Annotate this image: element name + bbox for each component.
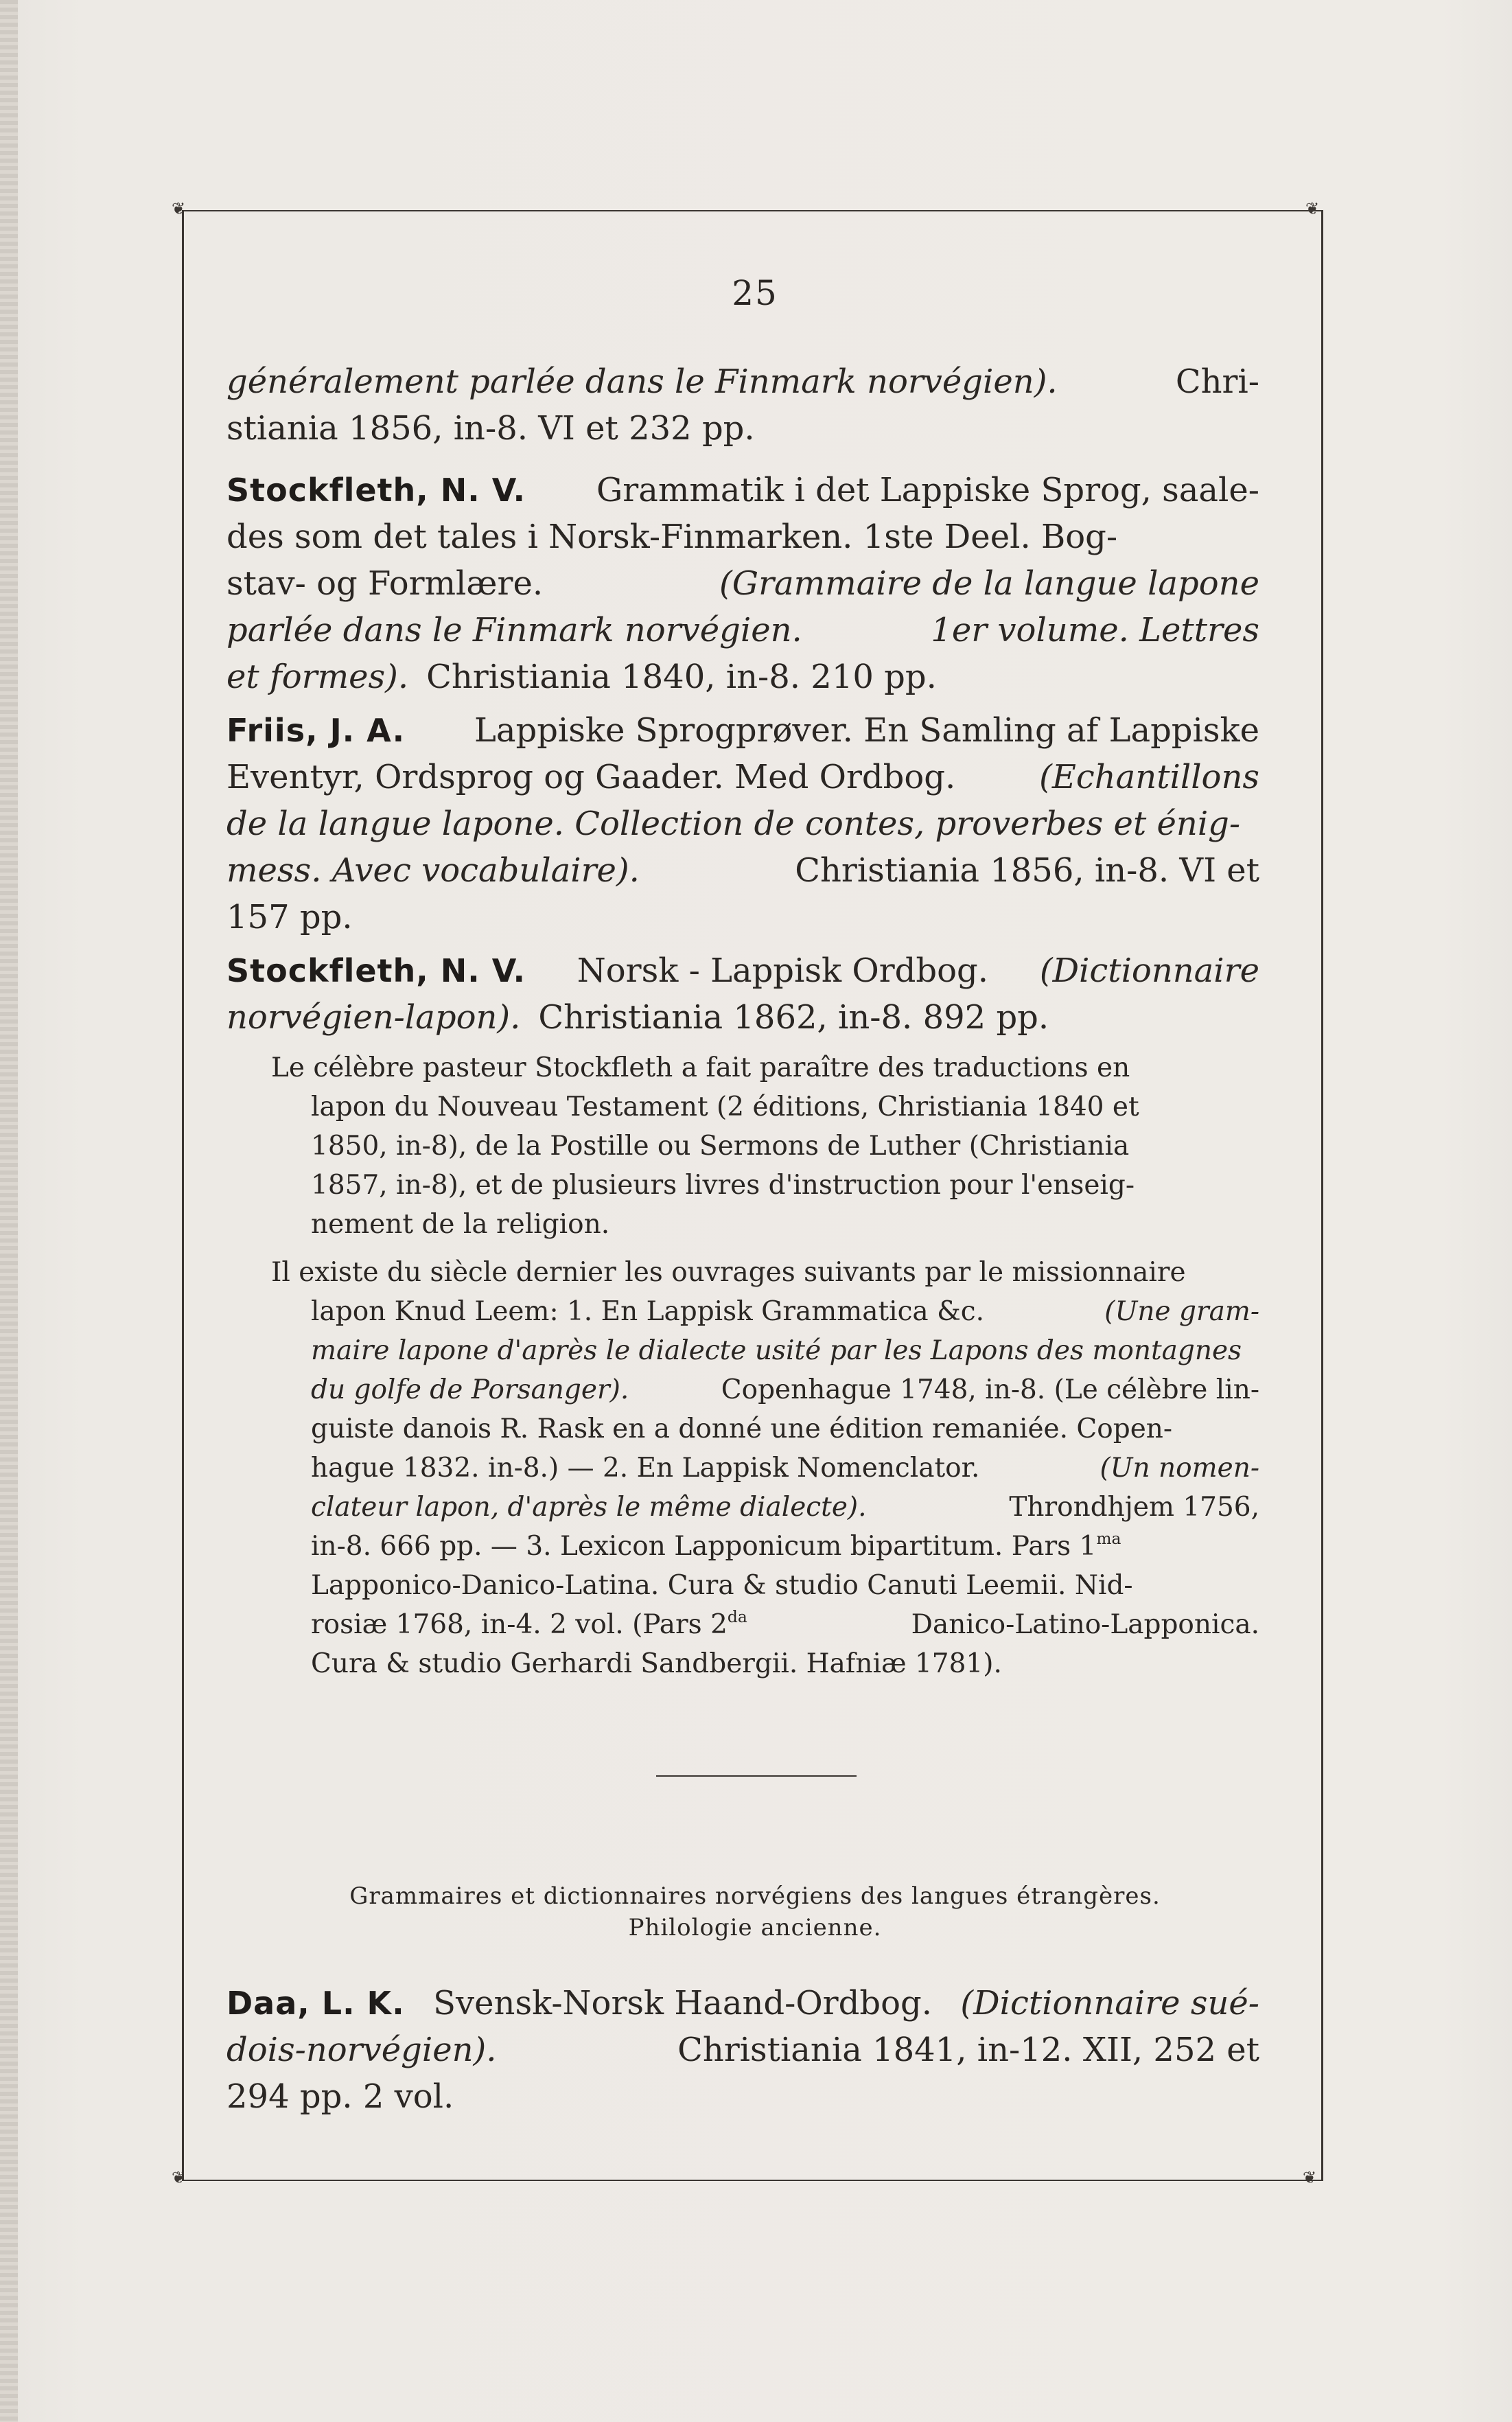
text-line: hague 1832. in-8.) — 2. En Lappisk Nomenclator. (Un nomen- (311, 1453, 1259, 1484)
corner-ornament-icon: ❦ (172, 199, 186, 218)
corner-ornament-icon: ❦ (1303, 2168, 1317, 2187)
text-line: Lapponico-Danico-Latina. Cura & studio Canuti Leemii. Nid- (311, 1570, 1133, 1601)
author-name: Stockfleth, N. V. (226, 952, 526, 989)
text-line: clateur lapon, d'après le même dialecte). Throndhjem 1756, (311, 1492, 1259, 1523)
text-line: lapon Knud Leem: 1. En Lappisk Grammatica &c. (Une gram- (311, 1296, 1259, 1327)
text-line: Le célèbre pasteur Stockfleth a fait paraître des traductions en (271, 1052, 1130, 1083)
text-line: 1857, in-8), et de plusieurs livres d'instruction pour l'enseig- (311, 1170, 1135, 1201)
author-name: Stockfleth, N. V. (226, 472, 526, 509)
text-line: stav- og Formlære. (Grammaire de la langue lapone (226, 564, 1259, 603)
text-line: Il existe du siècle dernier les ouvrages suivants par le missionnaire (271, 1257, 1186, 1288)
page-number: 25 (732, 273, 778, 313)
text-line: maire lapone d'après le dialecte usité par les Lapons des montagnes (311, 1335, 1242, 1366)
bibliography-entry (226, 467, 1259, 700)
entry-continuation (226, 358, 1259, 452)
text-line: et formes). Christiania 1840, in-8. 210 pp. (226, 658, 937, 696)
text-line: 1850, in-8), de la Postille ou Sermons de Luther (Christiania (311, 1131, 1130, 1162)
text-line: généralement parlée dans le Finmark norvégien). Chri- (226, 362, 1259, 401)
binding-edge (0, 0, 18, 2422)
text-line: nement de la religion. (311, 1209, 610, 1240)
text-line: du golfe de Porsanger). Copenhague 1748, in-8. (Le célèbre lin- (311, 1374, 1259, 1405)
text-line: mess. Avec vocabulaire). Christiania 1856, in-8. VI et (226, 851, 1259, 890)
text-line: norvégien-lapon). Christiania 1862, in-8. 892 pp. (226, 998, 1049, 1037)
text-line: Friis, J. A. Lappiske Sprogprøver. En Samling af Lappiske (226, 707, 1259, 754)
footnote-paragraph (271, 1048, 1259, 1244)
bibliography-entry (226, 1980, 1259, 2120)
text-line: lapon du Nouveau Testament (2 éditions, Christiania 1840 et (311, 1092, 1139, 1122)
section-subheading: Philologie ancienne. (628, 1914, 882, 1941)
text-line: guiste danois R. Rask en a donné une édition remaniée. Copen- (311, 1414, 1173, 1444)
corner-ornament-icon: ❦ (172, 2168, 186, 2187)
text-line: rosiæ 1768, in-4. 2 vol. (Pars $2^{da}$ Danico-Latino-Lapponica. (311, 1607, 1259, 1640)
text-line: Eventyr, Ordsprog og Gaader. Med Ordbog. (Echantillons (226, 758, 1259, 796)
text-line: Daa, L. K. Svensk-Norsk Haand-Ordbog. (Dictionnaire sué- (226, 1980, 1259, 2027)
text-line: parlée dans le Finmark norvégien. 1er volume. Lettres (226, 611, 1259, 649)
author-name: Daa, L. K. (226, 1985, 405, 2022)
author-name: Friis, J. A. (226, 712, 406, 749)
text-line: dois-norvégien). Christiania 1841, in-12. XII, 252 et (226, 2031, 1259, 2069)
section-divider (656, 1775, 857, 1777)
text-line: Stockfleth, N. V. Norsk - Lappisk Ordbog. (Dictionnaire (226, 947, 1259, 994)
corner-ornament-icon: ❦ (1305, 199, 1320, 218)
footnote-paragraph (271, 1253, 1259, 1683)
text-line: stiania 1856, in-8. VI et 232 pp. (226, 409, 755, 448)
section-heading: Grammaires et dictionnaires norvégiens des langues étrangères. (349, 1882, 1161, 1910)
bibliography-entry (226, 707, 1259, 941)
text-line: Cura & studio Gerhardi Sandbergii. Hafniæ 1781). (311, 1648, 1002, 1679)
text-line: in-8. 666 pp. — 3. Lexicon Lapponicum bipartitum. Pars $1^{ma}$ (311, 1529, 1121, 1562)
text-line: 294 pp. 2 vol. (226, 2077, 454, 2116)
text-line: Stockfleth, N. V. Grammatik i det Lappiske Sprog, saale- (226, 467, 1259, 514)
text-line: des som det tales i Norsk-Finmarken. 1ste Deel. Bog- (226, 518, 1118, 556)
bibliography-entry (226, 947, 1259, 1041)
text-line: de la langue lapone. Collection de contes, proverbes et énig- (226, 805, 1241, 843)
text-line: 157 pp. (226, 898, 353, 936)
